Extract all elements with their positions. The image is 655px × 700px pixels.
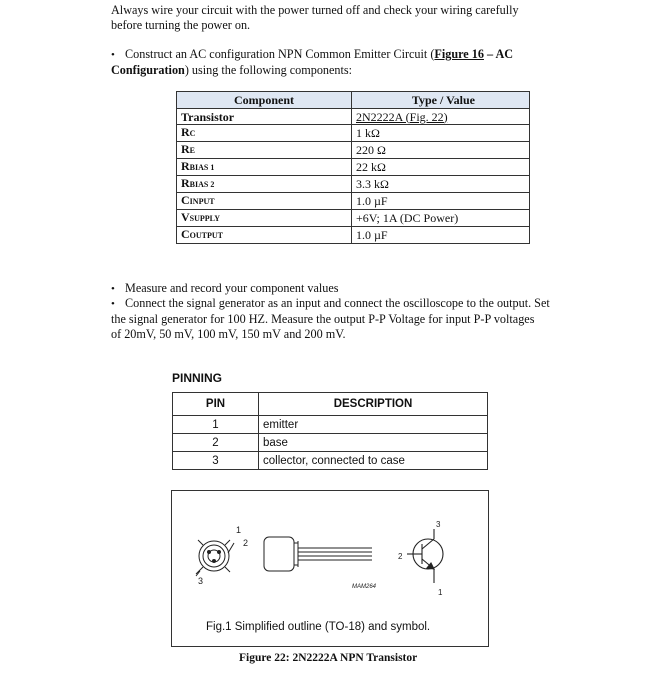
table-row [177,227,530,244]
component-value: 1.0 µF [352,193,530,210]
configuration-word: Configuration [111,63,185,77]
table-row [173,434,488,452]
pin-number: 1 [173,416,259,434]
table-row [173,416,488,434]
intro-paragraph [111,3,519,33]
table-row [177,142,530,159]
connect-line-1: Connect the signal generator as an input and connect the oscilloscope to the output. Set [125,296,550,310]
component-name: RBIAS 1 [177,159,352,176]
table-row [177,193,530,210]
pin-1-label: 1 [236,525,242,535]
measure-instruction [111,281,339,297]
component-name: RBIAS 2 [177,176,352,193]
table-row [177,109,530,125]
component-value: 22 kΩ [352,159,530,176]
component-header: Component [177,92,352,109]
connect-instruction [111,296,550,342]
component-name: RC [177,125,352,142]
intro-line-2: before turning the power on. [111,18,251,32]
component-value: +6V; 1A (DC Power) [352,210,530,227]
component-value: 1.0 µF [352,227,530,244]
component-name: VSUPPLY [177,210,352,227]
component-value: 1 kΩ [352,125,530,142]
component-name: RE [177,142,352,159]
construct-text: Construct an AC configuration NPN Common Emitter Circuit ( [125,47,435,61]
table-row [173,452,488,470]
figure-16-link[interactable]: Figure 16 [434,47,484,61]
component-name: COUTPUT [177,227,352,244]
component-value: 3.3 kΩ [352,176,530,193]
pin-number: 2 [173,434,259,452]
pin-3-label: 3 [198,576,204,586]
bullet-icon: • [111,298,115,310]
construct-rest: ) using the following components: [184,63,353,77]
construct-instruction [111,47,513,78]
construct-suffix: – AC [483,47,514,61]
connect-line-3: of 20mV, 50 mV, 100 mV, 150 mV and 200 mV. [111,327,346,341]
pin-number: 3 [173,452,259,470]
description-header: DESCRIPTION [259,393,488,416]
to18-side-view [264,537,372,571]
emitter-pin-label: 1 [438,588,443,597]
table-row [177,210,530,227]
bullet-icon: • [111,49,115,61]
pin-2-label: 2 [243,538,249,548]
connect-line-2: the signal generator for 100 HZ. Measure the output P-P Voltage for input P-P voltages [111,312,535,326]
measure-text: Measure and record your component values [125,281,339,295]
table-row [177,159,530,176]
figure-22-caption: Figure 22: 2N2222A NPN Transistor [239,652,418,664]
value-header: Type / Value [352,92,530,109]
pinning-table [172,392,488,470]
pin-description: base [259,434,488,452]
fig-22-link[interactable]: 2N2222A (Fig. 22) [356,109,448,124]
component-name: CINPUT [177,193,352,210]
fig1-caption: Fig.1 Simplified outline (TO-18) and symbol. [206,621,431,633]
pin-description: emitter [259,416,488,434]
npn-transistor-symbol [407,529,443,583]
figure-box [171,490,489,647]
base-pin-label: 2 [398,552,403,561]
components-header-row [177,92,530,109]
component-value: 220 Ω [352,142,530,159]
pin-description: collector, connected to case [259,452,488,470]
component-value [352,109,530,125]
part-code-label: MAM264 [352,584,377,590]
to18-bottom-view [196,540,234,576]
table-row [177,125,530,142]
components-table [176,91,530,244]
intro-line-1: Always wire your circuit with the power turned off and check your wiring carefully [111,3,519,17]
collector-pin-label: 3 [436,520,441,529]
component-name: Transistor [177,109,352,125]
bullet-icon: • [111,283,115,295]
pinning-title: PINNING [172,371,223,385]
pin-header: PIN [173,393,259,416]
pinning-header-row [173,393,488,416]
table-row [177,176,530,193]
